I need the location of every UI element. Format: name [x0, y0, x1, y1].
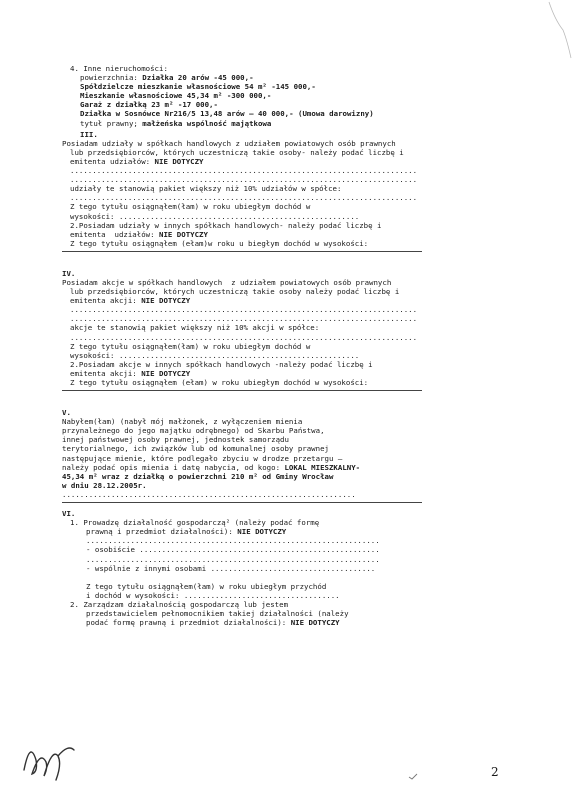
divider — [62, 390, 422, 391]
value-text: NIE DOTYCZY — [237, 527, 287, 537]
real-estate-line: Działka w Sosnówce Nr216/5 13,48 arów – 40 000,- (Umowa darowizny) — [80, 109, 374, 119]
section-heading-v: V. — [62, 408, 71, 418]
label-text: emitenta udziałów: — [70, 156, 155, 166]
value-text: NIE DOTYCZY — [141, 296, 191, 306]
paragraph-line: udziały te stanowią pakiet większy niż 10% udziałów w spółce: — [70, 184, 342, 194]
dotted-line: .............................................................................. — [70, 332, 418, 342]
value-text: NIE DOTYCZY — [154, 156, 204, 166]
paragraph-line: przynależnego do jego majątku odrębnego) od Skarbu Państwa, — [62, 426, 325, 436]
real-estate-line: Mieszkanie własnościowe 45,34 m² -300 000,- — [80, 91, 272, 101]
dotted-line: .............................................................................. — [70, 193, 418, 203]
paragraph-line: 2. Zarządzam działalnością gospodarczą lub jestem — [70, 599, 289, 609]
paragraph-line: Z tego tytułu osiągnąłem(łam) w roku ubiegłym dochód w — [70, 341, 311, 351]
paragraph-line — [62, 296, 522, 305]
paragraph-line: - wspólnie z innymi osobami ..................................... — [86, 563, 376, 573]
dotted-line: .............................................................................. — [70, 305, 418, 315]
label-text: emitenta akcji: — [70, 296, 142, 306]
paragraph-line: 2.Posiadam udziały w innych spółkach handlowych- należy podać liczbę i — [70, 220, 382, 230]
paragraph-line: wysokości: ...................................................... — [70, 211, 360, 221]
paragraph-line: Z tego tytułu osiągnąłem(łam) w roku ubiegłym dochód w — [70, 202, 311, 212]
section-heading-iii: III. — [80, 129, 98, 139]
dotted-line: .................................................................. — [86, 554, 380, 564]
paragraph-line: 1. Prowadzę działalność gospodarczą² (należy podać formę — [70, 518, 320, 528]
label-text: podać formę prawną i przedmiot działalności): — [86, 618, 291, 628]
scan-artifact-mark — [545, 0, 573, 60]
paragraph-line: akcje te stanowią pakiet większy niż 10% akcji w spółce: — [70, 323, 320, 333]
paragraph-line — [62, 157, 522, 166]
paragraph-line — [62, 463, 522, 472]
paragraph-line: terytorialnego, ich związków lub od komunalnej osoby prawnej — [62, 444, 329, 454]
paragraph-line — [62, 527, 522, 536]
label-text: emitenta akcji: — [70, 368, 142, 378]
value-text: LOKAL MIESZKALNY- — [284, 462, 361, 472]
real-estate-line: Garaż z działką 23 m² -17 000,- — [80, 100, 218, 110]
paragraph-line: Nabyłem(łam) (nabył mój małżonek, z wyłączeniem mienia — [62, 417, 303, 427]
paragraph-line: Z tego tytułu osiągnąłem(łam) w roku ubiegłym przychód — [86, 581, 327, 591]
paragraph-line — [62, 230, 522, 239]
dotted-line: .............................................................................. — [70, 166, 418, 176]
dotted-line: .................................................................. — [62, 489, 356, 499]
paragraph-line: Posiadam akcje w spółkach handlowych z udziałem powiatowych osób prawnych — [62, 277, 392, 287]
paragraph-line: 45,34 m² wraz z działką o powierzchni 210 m² od Gminy Wrocław — [62, 471, 334, 481]
legal-title-line — [62, 119, 522, 128]
page-number: 2 — [491, 765, 499, 779]
label-text: tytuł prawny; — [80, 118, 143, 128]
handwritten-signature — [18, 730, 78, 785]
paragraph-line: innej państwowej osoby prawnej, jednostek samorządu — [62, 435, 289, 445]
paragraph-line: w dniu 28.12.2005r. — [62, 480, 147, 490]
paragraph-line: i dochód w wysokości: ................................... — [86, 590, 340, 600]
real-estate-line — [62, 73, 522, 82]
dotted-line: .................................................................. — [86, 536, 380, 546]
paragraph-line — [62, 369, 522, 378]
paragraph-line: następujące mienie, które podlegało zbyciu w drodze przetargu – — [62, 453, 343, 463]
paragraph-line: Z tego tytułu osiągnąłem (ełam)w roku u biegłym dochód w wysokości: — [70, 238, 369, 248]
paragraph-line: przedstawicielem pełnomocnikiem takiej działalności (należy — [86, 608, 349, 618]
paragraph-line: - osobiście ...................................................... — [86, 545, 380, 555]
section-heading-iv: IV. — [62, 268, 76, 278]
label-text: powierzchnia: — [80, 73, 143, 83]
value-text: NIE DOTYCZY — [141, 368, 191, 378]
dotted-line: .............................................................................. — [70, 175, 418, 185]
paragraph-line: 2.Posiadam akcje w innych spółkach handlowych -należy podać liczbę i — [70, 359, 373, 369]
divider — [62, 502, 422, 503]
paragraph-line — [62, 618, 522, 627]
value-text: Działka 20 arów -45 000,- — [142, 73, 254, 83]
section-heading-vi: VI. — [62, 509, 76, 519]
dotted-line: .............................................................................. — [70, 314, 418, 324]
document-body — [62, 64, 522, 627]
paragraph-line: lub przedsiębiorców, których uczestniczą takie osoby należy podać liczbę i — [70, 287, 400, 297]
value-text: małżeńska wspólność majątkowa — [142, 118, 272, 128]
label-text: emitenta udziałów: — [70, 229, 159, 239]
value-text: NIE DOTYCZY — [159, 229, 208, 239]
label-text: należy podać opis mienia i datę nabycia, od kogo: — [62, 462, 285, 472]
real-estate-line: Spółdzielcze mieszkanie własnościowe 54 m² -145 000,- — [80, 82, 316, 92]
divider — [62, 251, 422, 252]
value-text: NIE DOTYCZY — [290, 618, 340, 628]
label-text: prawną i przedmiot działalności): — [86, 527, 238, 537]
real-estate-heading: 4. Inne nieruchomości: — [70, 64, 168, 73]
paragraph-line: Z tego tytułu osiągnąłem (ełam) w roku ubiegłym dochód w wysokości: — [70, 378, 369, 387]
paragraph-line: Posiadam udziały w spółkach handlowych z udziałem powiatowych osób prawnych — [62, 138, 396, 148]
paragraph-line: lub przedsiębiorców, których uczestniczą takie osoby- należy podać liczbę i — [70, 147, 404, 157]
paragraph-line: wysokości: ...................................................... — [70, 350, 360, 360]
pen-mark — [408, 772, 418, 780]
